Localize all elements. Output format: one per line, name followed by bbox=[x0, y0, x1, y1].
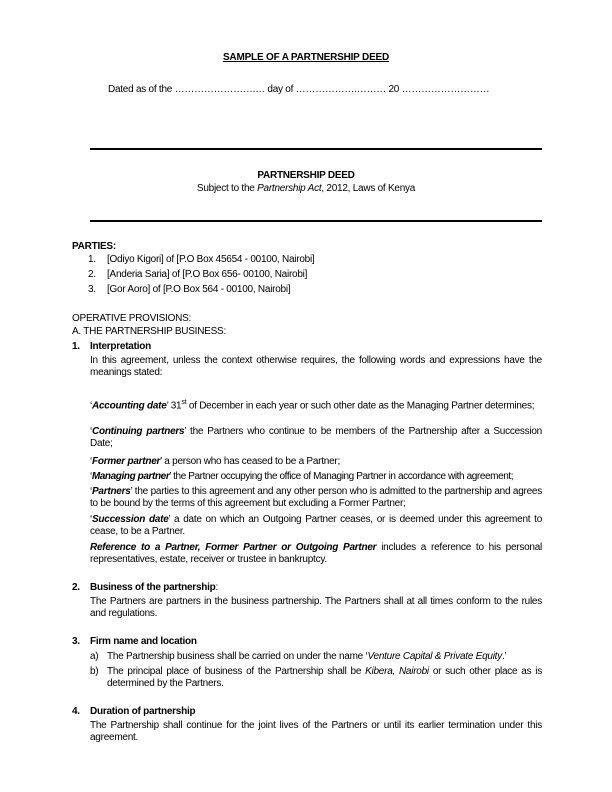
party-number: 3. bbox=[88, 284, 96, 295]
item-text-start: The Partnership business shall be carried on under the name ‘ bbox=[107, 651, 368, 662]
def-former-partner bbox=[90, 456, 542, 468]
quote-close: ’ bbox=[169, 471, 171, 482]
def-succession-date bbox=[90, 514, 542, 538]
party-number: 2. bbox=[88, 269, 96, 280]
clause-title: Firm name and location bbox=[90, 636, 197, 647]
def-term: Former partner bbox=[91, 456, 161, 467]
party-text: [Anderia Saria] of [P.O Box 656- 00100, Nairobi] bbox=[107, 269, 308, 280]
def-text: a date on which an Outgoing Partner ceases, or is deemed under this agreement to cease, to be a Partner. bbox=[90, 514, 543, 537]
def-reference bbox=[90, 542, 542, 566]
def-text: includes a reference to his personal representatives, estate, receiver or trustee in bankruptcy. bbox=[90, 542, 542, 565]
def-text: a person who has ceased to be a Partner; bbox=[161, 456, 340, 467]
party-text: [Gor Aoro] of [P.O Box 564 - 00100, Nairobi] bbox=[107, 284, 291, 295]
subtitle-text: Subject to the bbox=[196, 183, 258, 194]
firm-name: Venture Capital & Private Equity bbox=[367, 651, 502, 662]
clause-number: 3. bbox=[72, 636, 80, 647]
def-partners bbox=[90, 486, 542, 510]
def-text: the Partner occupying the office of Managing Partner in accordance with agreement; bbox=[170, 471, 514, 482]
place-name: Kibera, Nairobi bbox=[365, 666, 429, 677]
def-text: the Partners who continue to be members of the Partnership after a Succession Date; bbox=[90, 426, 542, 449]
def-continuing-partners bbox=[90, 426, 542, 450]
act-name: Partnership Act bbox=[257, 183, 322, 194]
subtitle-text-end: , 2012, Laws of Kenya bbox=[321, 183, 416, 194]
clause-2-text: The Partners are partners in the business partnership. The Partners shall at all times conform to the rules and regulations. bbox=[90, 596, 542, 619]
item-label: b) bbox=[90, 666, 99, 677]
top-divider bbox=[90, 148, 542, 150]
section-a-heading: A. THE PARTNERSHIP BUSINESS: bbox=[72, 326, 226, 337]
clause-number: 2. bbox=[72, 582, 80, 593]
def-term: Managing partner bbox=[91, 471, 170, 482]
item-text bbox=[107, 666, 542, 690]
clause-title: Interpretation bbox=[90, 341, 151, 352]
deed-subtitle bbox=[0, 183, 612, 195]
item-label: a) bbox=[90, 651, 99, 662]
item-text bbox=[107, 651, 506, 663]
bottom-divider bbox=[90, 220, 542, 222]
item-text-end: or such other place as is determined by the Partners. bbox=[107, 666, 542, 689]
def-term: Partners bbox=[91, 486, 131, 497]
quote-open: ‘ bbox=[90, 456, 92, 467]
def-text: the parties to this agreement and any other person who is admitted to the partnership and agrees to be bound by the terms of this agreement but excluding a Former Partner; bbox=[90, 486, 542, 509]
quote-open: ‘ bbox=[90, 400, 92, 412]
item-text-end: .’ bbox=[501, 651, 507, 662]
quote-open: ‘ bbox=[90, 471, 92, 482]
operative-heading: OPERATIVE PROVISIONS: bbox=[72, 313, 192, 324]
document-title: SAMPLE OF A PARTNERSHIP DEED bbox=[222, 52, 390, 63]
dated-line: Dated as of the …………………….… day of ……………….……… 20 ……………………… bbox=[108, 84, 490, 95]
clause-4-text: The Partnership shall continue for the joint lives of the Partners or until its earlier termination under this agreement. bbox=[90, 720, 542, 743]
item-text-start: The principal place of business of the Partnership shall be bbox=[107, 666, 366, 677]
def-text: of December in each year or such other date as the Managing Partner determines; bbox=[186, 400, 535, 412]
quote-open: ‘ bbox=[90, 486, 92, 497]
party-number: 1. bbox=[88, 254, 96, 265]
clause-1-intro: In this agreement, unless the context otherwise requires, the following words and expressions have the meanings stated: bbox=[90, 355, 542, 378]
quote-close: ’ bbox=[168, 514, 171, 525]
quote-close: ’ 31 bbox=[166, 400, 182, 412]
clause-number: 4. bbox=[72, 706, 80, 717]
def-managing-partner bbox=[90, 471, 542, 483]
quote-close: ’ bbox=[160, 456, 162, 467]
def-term: Reference to a Partner, Former Partner or Outgoing Partner bbox=[90, 542, 377, 553]
def-term: Continuing partners bbox=[91, 426, 185, 437]
quote-open: ‘ bbox=[90, 426, 92, 437]
clause-title: Duration of partnership bbox=[90, 706, 196, 717]
clause-title-text: Business of the partnership bbox=[90, 582, 216, 593]
clause-number: 1. bbox=[72, 341, 80, 352]
def-term: Accounting date bbox=[91, 400, 167, 412]
def-term: Succession date bbox=[91, 514, 169, 525]
ordinal-suffix: st bbox=[181, 399, 187, 406]
clause-title bbox=[90, 582, 218, 594]
quote-close: ’ bbox=[184, 426, 186, 437]
def-accounting-date bbox=[90, 397, 542, 412]
party-text: [Odiyo Kigori] of [P.O Box 45654 - 00100, Nairobi] bbox=[107, 254, 315, 265]
quote-close: ’ bbox=[130, 486, 133, 497]
clause-title-colon: : bbox=[215, 582, 219, 593]
quote-open: ‘ bbox=[90, 514, 92, 525]
deed-title: PARTNERSHIP DEED bbox=[257, 170, 355, 181]
parties-heading: PARTIES: bbox=[72, 241, 116, 252]
